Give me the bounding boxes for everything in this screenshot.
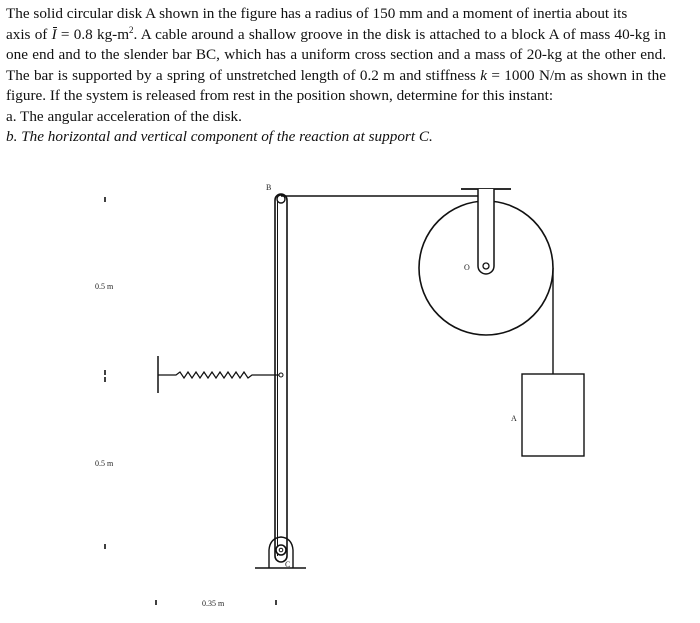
label-a: A (511, 414, 517, 423)
bar-bc (275, 194, 287, 562)
pin-o (483, 263, 489, 269)
problem-line-2b: = 0.8 kg-m (56, 25, 130, 43)
block-a (522, 374, 584, 456)
dimension-upper: 0.5 m (95, 282, 114, 291)
superscript-2: 2 (129, 24, 134, 35)
problem-line-2c: . A cable around a shallow groove in the disk is attached to a block A of mass 40-kg in one end and to the slender bar BC, which has a uniform cross section and a mass of 20-kg at the other end. The bar is supported by a spring of unstretched length of 0.2 m and stiffness (6, 25, 666, 84)
spring-attach-pin (279, 373, 283, 377)
question-a: a. The angular acceleration of the disk. (6, 107, 242, 125)
spring (158, 356, 279, 393)
label-c: C (285, 560, 291, 569)
problem-line-1: The solid circular disk A shown in the figure has a radius of 150 mm and a moment of inertia about its (6, 5, 628, 22)
stiffness-symbol: k (480, 66, 488, 84)
label-o: O (464, 263, 470, 272)
question-b: b. The horizontal and vertical component of the reaction at support C. (6, 128, 433, 145)
problem-line-2a: axis of (6, 25, 52, 43)
label-b: B (266, 183, 272, 192)
dimension-lower: 0.5 m (95, 459, 114, 468)
problem-line-2d: = 1000 N/m as shown in the figure. If the system is released from rest in the position shown, determine for this instant: (6, 66, 666, 104)
dimension-ticks (105, 197, 276, 605)
dimension-horizontal: 0.35 m (202, 599, 225, 608)
inertia-symbol: I (52, 25, 57, 46)
